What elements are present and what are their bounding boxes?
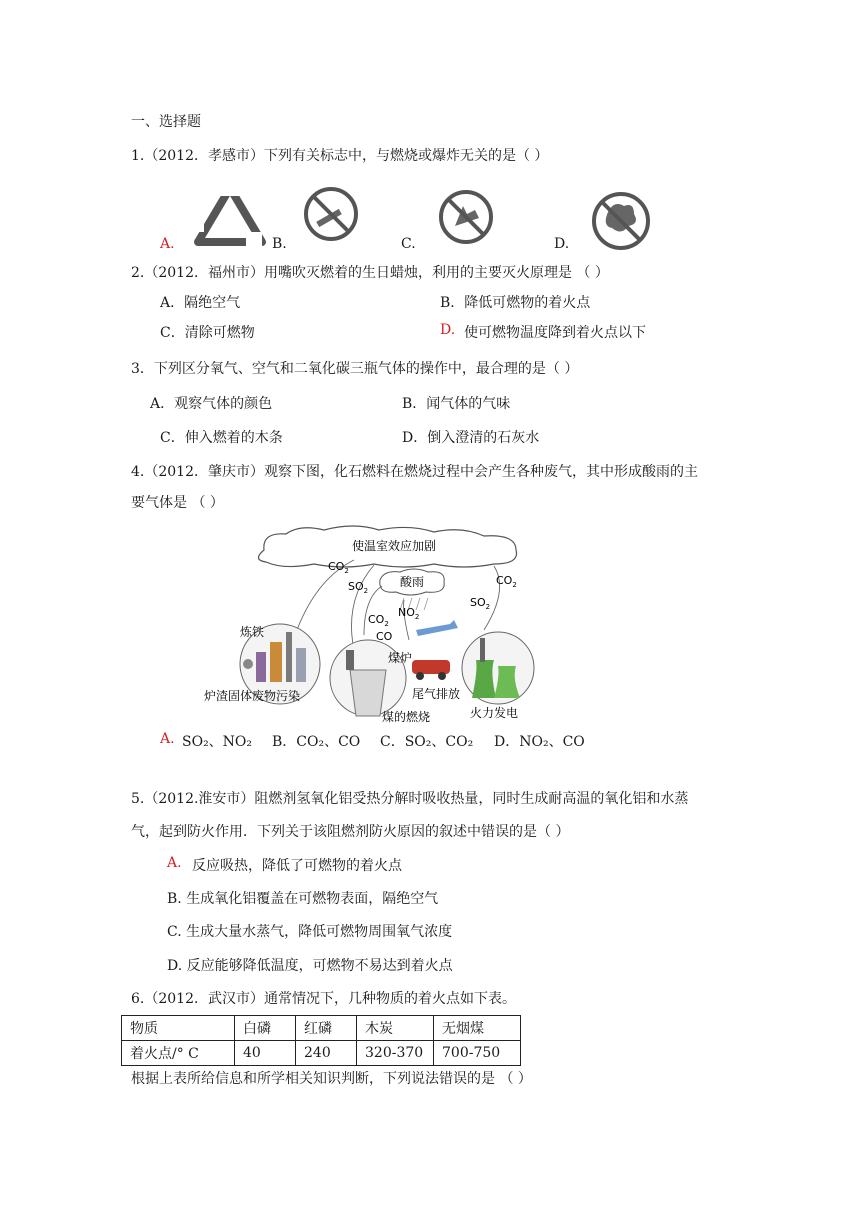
q6-stem: 6.（2012．武汉市）通常情况下，几种物质的着火点如下表。	[131, 991, 516, 1007]
slag-label: 炉渣固体废物污染	[204, 689, 301, 703]
no-explosion-icon	[590, 190, 652, 252]
q4-option-c: C．SO₂、CO₂	[380, 734, 474, 750]
q2-option-a: A．隔绝空气	[160, 295, 241, 311]
q1-option-a: A.	[160, 236, 175, 252]
table-cell: 700-750	[434, 1041, 521, 1066]
airplane	[416, 620, 458, 636]
coal-burning-label: 煤的燃烧	[382, 710, 431, 724]
q2-option-d-text: 使可燃物温度降到着火点以下	[464, 325, 646, 341]
q5-option-b: B. 生成氧化铝覆盖在可燃物表面，隔绝空气	[167, 891, 439, 907]
no2-label: $NO_2$	[398, 606, 420, 621]
table-header-cell: 物质	[122, 1016, 235, 1041]
q1-option-b: B.	[272, 236, 287, 252]
q4-stem-line1: 4.（2012．肇庆市）观察下图，化石燃料在燃烧过程中会产生各种废气，其中形成酸雨的主	[131, 464, 698, 480]
furnace-label: 煤炉	[388, 651, 413, 665]
q3-option-c: C．伸入燃着的木条	[160, 430, 283, 446]
q1-option-c: C.	[401, 236, 416, 252]
section-title: 一、选择题	[131, 114, 201, 130]
table-cell: 240	[296, 1041, 357, 1066]
q3-stem: 3．下列区分氧气、空气和二氧化碳三瓶气体的操作中，最合理的是（ ）	[131, 361, 579, 377]
pollution-diagram	[204, 520, 544, 725]
q4-stem-line2: 要气体是 （ ）	[131, 495, 224, 511]
table-header-row	[122, 1016, 521, 1041]
car	[412, 660, 450, 674]
co2-label-1: $CO_2$	[328, 560, 349, 575]
q5-option-d: D. 反应能够降低温度，可燃物不易达到着火点	[167, 958, 453, 974]
power-label: 火力发电	[470, 706, 519, 720]
ignition-point-table	[121, 1015, 521, 1066]
co-label: CO	[376, 630, 393, 643]
so2-label-2: $SO_2$	[470, 596, 491, 611]
q4-option-a-letter: A.	[160, 731, 175, 747]
so2-label-1: $SO_2$	[348, 580, 369, 595]
q5-stem-line2: 气，起到防火作用．下列关于该阻燃剂防火原因的叙述中错误的是（ ）	[131, 824, 570, 840]
q4-option-b: B．CO₂、CO	[272, 734, 361, 750]
table-cell: 320-370	[357, 1041, 434, 1066]
q2-stem: 2.（2012．福州市）用嘴吹灭燃着的生日蜡烛，利用的主要灭火原理是 （ ）	[131, 265, 609, 281]
q5-stem-line1: 5.（2012.淮安市）阻燃剂氢氧化铝受热分解时吸收热量，同时生成耐高温的氧化铝和水蒸	[131, 791, 689, 807]
q2-option-b: B．降低可燃物的着火点	[440, 295, 591, 311]
acid-rain-label: 酸雨	[400, 575, 425, 589]
table-header-cell: 白磷	[235, 1016, 296, 1041]
exhaust-label: 尾气排放	[412, 687, 461, 701]
q5-option-c: C. 生成大量水蒸气，降低可燃物周围氧气浓度	[167, 924, 453, 940]
q1-option-d: D.	[554, 236, 570, 252]
table-header-cell: 红磷	[296, 1016, 357, 1041]
smelting-label: 炼铁	[240, 625, 265, 639]
q5-option-a-text: 反应吸热，降低了可燃物的着火点	[192, 858, 402, 874]
table-row	[122, 1041, 521, 1066]
q3-option-a: A．观察气体的颜色	[150, 396, 273, 412]
cloud-label: 使温室效应加剧	[352, 539, 437, 553]
q6-follow-text: 根据上表所给信息和所学相关知识判断，下列说法错误的是 （ ）	[131, 1071, 532, 1087]
q1-stem: 1.（2012．孝感市）下列有关标志中，与燃烧或爆炸无关的是（ ）	[131, 148, 549, 164]
no-smoking-icon	[302, 185, 360, 243]
q3-option-d: D．倒入澄清的石灰水	[402, 430, 540, 446]
no-fire-icon	[437, 188, 495, 246]
recycling-icon	[190, 180, 270, 252]
co2-label-2: $CO_2$	[368, 613, 389, 628]
q3-option-b: B．闻气体的气味	[402, 396, 511, 412]
table-header-cell: 木炭	[357, 1016, 434, 1041]
table-cell: 着火点/° C	[122, 1041, 235, 1066]
table-header-cell: 无烟煤	[434, 1016, 521, 1041]
q5-option-a-letter: A.	[167, 855, 182, 871]
q2-option-c: C．清除可燃物	[160, 325, 255, 341]
q4-option-a-text: SO₂、NO₂	[182, 734, 253, 750]
q2-option-d-letter: D.	[440, 322, 456, 338]
q4-option-d: D．NO₂、CO	[494, 734, 585, 750]
co2-label-3: $CO_2$	[496, 574, 517, 589]
table-cell: 40	[235, 1041, 296, 1066]
